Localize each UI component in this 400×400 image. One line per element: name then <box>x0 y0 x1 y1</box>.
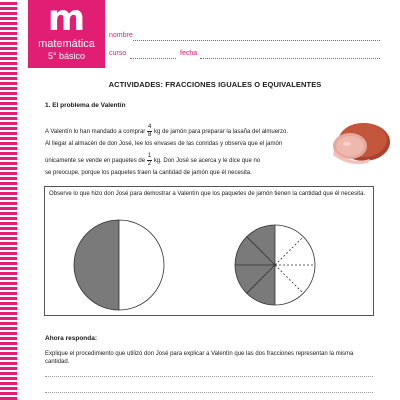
fraction-1-numerator: 4 <box>147 124 152 130</box>
logo-letter: m <box>47 0 86 39</box>
fraction-circles <box>45 187 373 315</box>
fraction-four-eighths <box>147 124 152 139</box>
subject-logo <box>28 0 105 68</box>
problem-line-4: se preocupe, porque los paquetes traen la cantidad de jamón que él necesita. <box>45 170 252 176</box>
answer-heading: Ahora responda: <box>45 335 98 342</box>
page-binding-decoration <box>0 0 26 400</box>
worksheet-title: ACTIVIDADES: FRACCIONES IGUALES O EQUIVALENTES <box>108 80 322 89</box>
fraction-2-denominator: 2 <box>147 161 152 167</box>
circle-eighths-diagonal-3 <box>275 237 303 265</box>
circle-eighths-diagonal-4 <box>275 265 303 293</box>
circle-eighths <box>235 225 315 305</box>
course-label: curso <box>109 50 127 57</box>
problem-line-3-end: kg. Don José se acerca y le dice que no <box>153 158 261 165</box>
circle-halves-white-half <box>119 220 164 310</box>
answer-line-2[interactable] <box>45 392 373 393</box>
problem-line-3 <box>45 153 260 168</box>
circle-halves-shaded-half <box>74 220 119 310</box>
ham-image <box>330 115 392 167</box>
fraction-1-denominator: 8 <box>147 132 152 138</box>
observation-box <box>44 186 374 316</box>
name-field[interactable] <box>133 40 380 41</box>
logo-subject: matemática <box>38 38 95 50</box>
problem-line-1-end: kg de jamón para preparar la lasaña del almuerzo. <box>153 129 289 136</box>
problem-line-3-start: únicamente se vende en paquetes de <box>45 158 146 165</box>
fraction-2-numerator: 1 <box>147 153 152 159</box>
fraction-one-half <box>147 153 152 168</box>
problem-heading: 1. El problema de Valentín <box>45 102 126 109</box>
answer-line-1[interactable] <box>45 376 373 377</box>
date-label: fecha <box>180 50 198 57</box>
logo-grade: 5° básico <box>47 51 86 61</box>
problem-line-2: Al llegar al almacén de don José, lee los envases de las conridas y observa que el jamón <box>45 141 283 147</box>
name-label: nombre <box>109 32 133 39</box>
date-field[interactable] <box>200 58 380 59</box>
problem-line-1-start: A Valentín lo han mandado a comprar <box>45 129 146 136</box>
observation-instruction: Observe lo que hizo don José para demostrar a Valentín que los paquetes de jamón tienen la cantidad que él necesita. <box>49 191 366 197</box>
circle-halves <box>74 220 164 310</box>
answer-question: Explique el procedimiento que utilizó don José para explicar a Valentín que las dos fracciones representan la misma cantidad. <box>45 351 354 365</box>
course-field[interactable] <box>130 58 176 59</box>
problem-line-1 <box>45 124 288 139</box>
